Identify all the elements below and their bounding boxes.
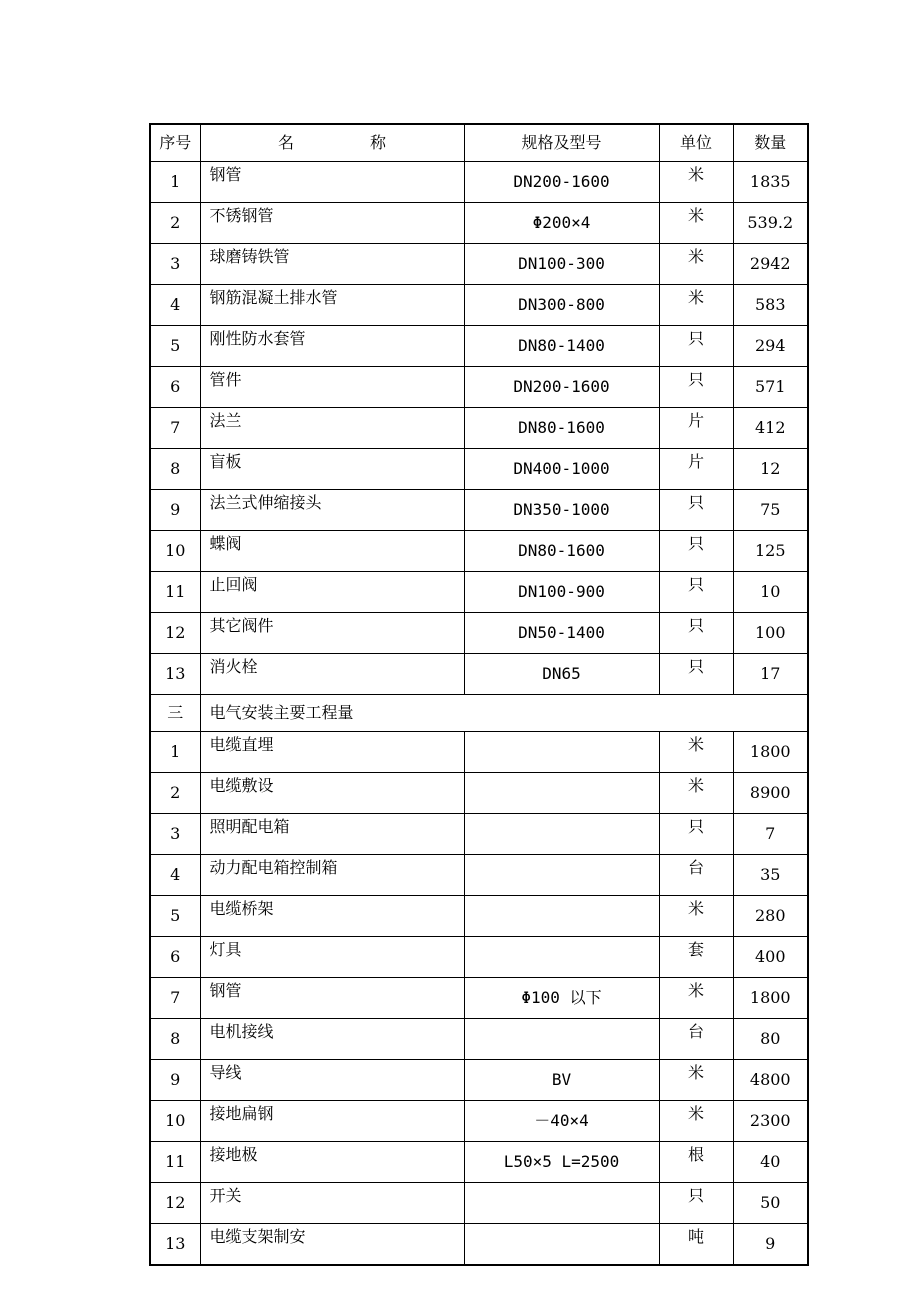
row-name: 电缆敷设 xyxy=(200,773,464,814)
row-spec: DN200-1600 xyxy=(464,162,659,203)
header-name-part-b: 称 xyxy=(370,133,387,152)
row-name: 止回阀 xyxy=(200,572,464,613)
row-no: 5 xyxy=(150,326,200,367)
row-unit: 只 xyxy=(659,572,733,613)
row-unit: 米 xyxy=(659,203,733,244)
row-unit: 片 xyxy=(659,449,733,490)
row-name: 消火栓 xyxy=(200,654,464,695)
table-row xyxy=(150,978,808,1019)
section-3 xyxy=(150,695,808,732)
table-row xyxy=(150,285,808,326)
table-row xyxy=(150,449,808,490)
row-spec: DN100-900 xyxy=(464,572,659,613)
row-no: 1 xyxy=(150,732,200,773)
header-spec: 规格及型号 xyxy=(464,124,659,162)
row-name: 电缆直埋 xyxy=(200,732,464,773)
row-unit: 米 xyxy=(659,162,733,203)
row-name: 不锈钢管 xyxy=(200,203,464,244)
row-spec: DN80-1400 xyxy=(464,326,659,367)
row-name: 接地极 xyxy=(200,1142,464,1183)
row-spec xyxy=(464,896,659,937)
row-name: 导线 xyxy=(200,1060,464,1101)
row-no: 8 xyxy=(150,1019,200,1060)
row-name: 照明配电箱 xyxy=(200,814,464,855)
section-title: 电气安装主要工程量 xyxy=(200,695,808,732)
row-no: 11 xyxy=(150,1142,200,1183)
row-qty: 9 xyxy=(733,1224,808,1266)
row-qty: 2942 xyxy=(733,244,808,285)
row-unit: 米 xyxy=(659,978,733,1019)
row-no: 2 xyxy=(150,203,200,244)
row-spec: DN400-1000 xyxy=(464,449,659,490)
row-qty: 294 xyxy=(733,326,808,367)
row-qty: 35 xyxy=(733,855,808,896)
row-unit: 只 xyxy=(659,531,733,572)
row-no: 7 xyxy=(150,978,200,1019)
table-row xyxy=(150,732,808,773)
row-qty: 1835 xyxy=(733,162,808,203)
table-row xyxy=(150,162,808,203)
section-no: 三 xyxy=(150,695,200,732)
table-row xyxy=(150,203,808,244)
row-qty: 539.2 xyxy=(733,203,808,244)
row-no: 13 xyxy=(150,1224,200,1266)
row-qty: 1800 xyxy=(733,732,808,773)
row-no: 4 xyxy=(150,285,200,326)
row-spec xyxy=(464,1019,659,1060)
row-spec: L50×5 L=2500 xyxy=(464,1142,659,1183)
row-unit: 米 xyxy=(659,896,733,937)
row-qty: 1800 xyxy=(733,978,808,1019)
row-qty: 12 xyxy=(733,449,808,490)
table-row xyxy=(150,326,808,367)
row-no: 2 xyxy=(150,773,200,814)
row-unit: 米 xyxy=(659,732,733,773)
row-name: 球磨铸铁管 xyxy=(200,244,464,285)
table-body-part2 xyxy=(150,732,808,1266)
row-unit: 米 xyxy=(659,773,733,814)
row-spec xyxy=(464,855,659,896)
row-spec: Φ200×4 xyxy=(464,203,659,244)
table-row xyxy=(150,490,808,531)
row-name: 电缆桥架 xyxy=(200,896,464,937)
row-spec xyxy=(464,1224,659,1266)
header-name-part-a: 名 xyxy=(277,133,294,152)
row-no: 7 xyxy=(150,408,200,449)
row-qty: 4800 xyxy=(733,1060,808,1101)
header-no: 序号 xyxy=(150,124,200,162)
row-no: 12 xyxy=(150,1183,200,1224)
row-name: 钢管 xyxy=(200,978,464,1019)
table-row xyxy=(150,1142,808,1183)
row-no: 10 xyxy=(150,531,200,572)
table-row xyxy=(150,367,808,408)
row-name: 电缆支架制安 xyxy=(200,1224,464,1266)
row-no: 6 xyxy=(150,937,200,978)
row-unit: 只 xyxy=(659,326,733,367)
table-row xyxy=(150,654,808,695)
row-name: 钢管 xyxy=(200,162,464,203)
row-qty: 280 xyxy=(733,896,808,937)
table-row xyxy=(150,1183,808,1224)
section-row xyxy=(150,695,808,732)
row-spec: DN350-1000 xyxy=(464,490,659,531)
row-no: 12 xyxy=(150,613,200,654)
row-qty: 10 xyxy=(733,572,808,613)
row-no: 9 xyxy=(150,490,200,531)
table-row xyxy=(150,1224,808,1266)
row-name: 开关 xyxy=(200,1183,464,1224)
row-qty: 17 xyxy=(733,654,808,695)
row-unit: 米 xyxy=(659,285,733,326)
row-spec xyxy=(464,1183,659,1224)
row-spec: DN200-1600 xyxy=(464,367,659,408)
table-row xyxy=(150,408,808,449)
row-name: 蝶阀 xyxy=(200,531,464,572)
table-row xyxy=(150,613,808,654)
row-spec: DN65 xyxy=(464,654,659,695)
row-unit: 米 xyxy=(659,1060,733,1101)
row-qty: 40 xyxy=(733,1142,808,1183)
row-qty: 400 xyxy=(733,937,808,978)
table-row xyxy=(150,1101,808,1142)
row-no: 8 xyxy=(150,449,200,490)
header-name xyxy=(200,124,464,162)
row-qty: 7 xyxy=(733,814,808,855)
row-spec: DN50-1400 xyxy=(464,613,659,654)
row-spec: DN300-800 xyxy=(464,285,659,326)
row-qty: 50 xyxy=(733,1183,808,1224)
table-row xyxy=(150,572,808,613)
row-name: 刚性防水套管 xyxy=(200,326,464,367)
row-name: 灯具 xyxy=(200,937,464,978)
table-row xyxy=(150,855,808,896)
row-unit: 只 xyxy=(659,490,733,531)
table-row xyxy=(150,1019,808,1060)
table-row xyxy=(150,244,808,285)
row-name: 管件 xyxy=(200,367,464,408)
row-unit: 台 xyxy=(659,1019,733,1060)
table-row xyxy=(150,896,808,937)
row-no: 3 xyxy=(150,814,200,855)
row-spec: BV xyxy=(464,1060,659,1101)
row-no: 3 xyxy=(150,244,200,285)
table-row xyxy=(150,773,808,814)
row-qty: 80 xyxy=(733,1019,808,1060)
row-qty: 8900 xyxy=(733,773,808,814)
quantity-table xyxy=(149,123,809,1266)
row-no: 10 xyxy=(150,1101,200,1142)
row-unit: 只 xyxy=(659,613,733,654)
row-qty: 75 xyxy=(733,490,808,531)
row-unit: 根 xyxy=(659,1142,733,1183)
row-spec: DN80-1600 xyxy=(464,531,659,572)
row-no: 6 xyxy=(150,367,200,408)
row-no: 5 xyxy=(150,896,200,937)
row-unit: 套 xyxy=(659,937,733,978)
row-qty: 571 xyxy=(733,367,808,408)
row-name: 法兰 xyxy=(200,408,464,449)
row-spec xyxy=(464,937,659,978)
row-unit: 只 xyxy=(659,654,733,695)
row-no: 13 xyxy=(150,654,200,695)
row-name: 接地扁钢 xyxy=(200,1101,464,1142)
row-unit: 米 xyxy=(659,1101,733,1142)
row-no: 11 xyxy=(150,572,200,613)
header-qty: 数量 xyxy=(733,124,808,162)
table-header-row xyxy=(150,124,808,162)
row-no: 1 xyxy=(150,162,200,203)
row-no: 4 xyxy=(150,855,200,896)
row-unit: 台 xyxy=(659,855,733,896)
row-qty: 583 xyxy=(733,285,808,326)
header-unit: 单位 xyxy=(659,124,733,162)
row-spec xyxy=(464,814,659,855)
row-qty: 2300 xyxy=(733,1101,808,1142)
row-unit: 只 xyxy=(659,1183,733,1224)
row-name: 动力配电箱控制箱 xyxy=(200,855,464,896)
row-spec: Φ100 以下 xyxy=(464,978,659,1019)
row-unit: 只 xyxy=(659,367,733,408)
row-spec: －40×4 xyxy=(464,1101,659,1142)
row-qty: 412 xyxy=(733,408,808,449)
table-row xyxy=(150,937,808,978)
row-unit: 只 xyxy=(659,814,733,855)
row-unit: 吨 xyxy=(659,1224,733,1266)
row-name: 法兰式伸缩接头 xyxy=(200,490,464,531)
row-spec xyxy=(464,732,659,773)
row-spec: DN80-1600 xyxy=(464,408,659,449)
table-row xyxy=(150,531,808,572)
row-unit: 片 xyxy=(659,408,733,449)
row-qty: 100 xyxy=(733,613,808,654)
row-spec: DN100-300 xyxy=(464,244,659,285)
row-qty: 125 xyxy=(733,531,808,572)
row-spec xyxy=(464,773,659,814)
table-body-part1 xyxy=(150,162,808,695)
row-name: 钢筋混凝土排水管 xyxy=(200,285,464,326)
table-row xyxy=(150,814,808,855)
row-name: 电机接线 xyxy=(200,1019,464,1060)
row-name: 盲板 xyxy=(200,449,464,490)
row-name: 其它阀件 xyxy=(200,613,464,654)
table-row xyxy=(150,1060,808,1101)
row-unit: 米 xyxy=(659,244,733,285)
row-no: 9 xyxy=(150,1060,200,1101)
